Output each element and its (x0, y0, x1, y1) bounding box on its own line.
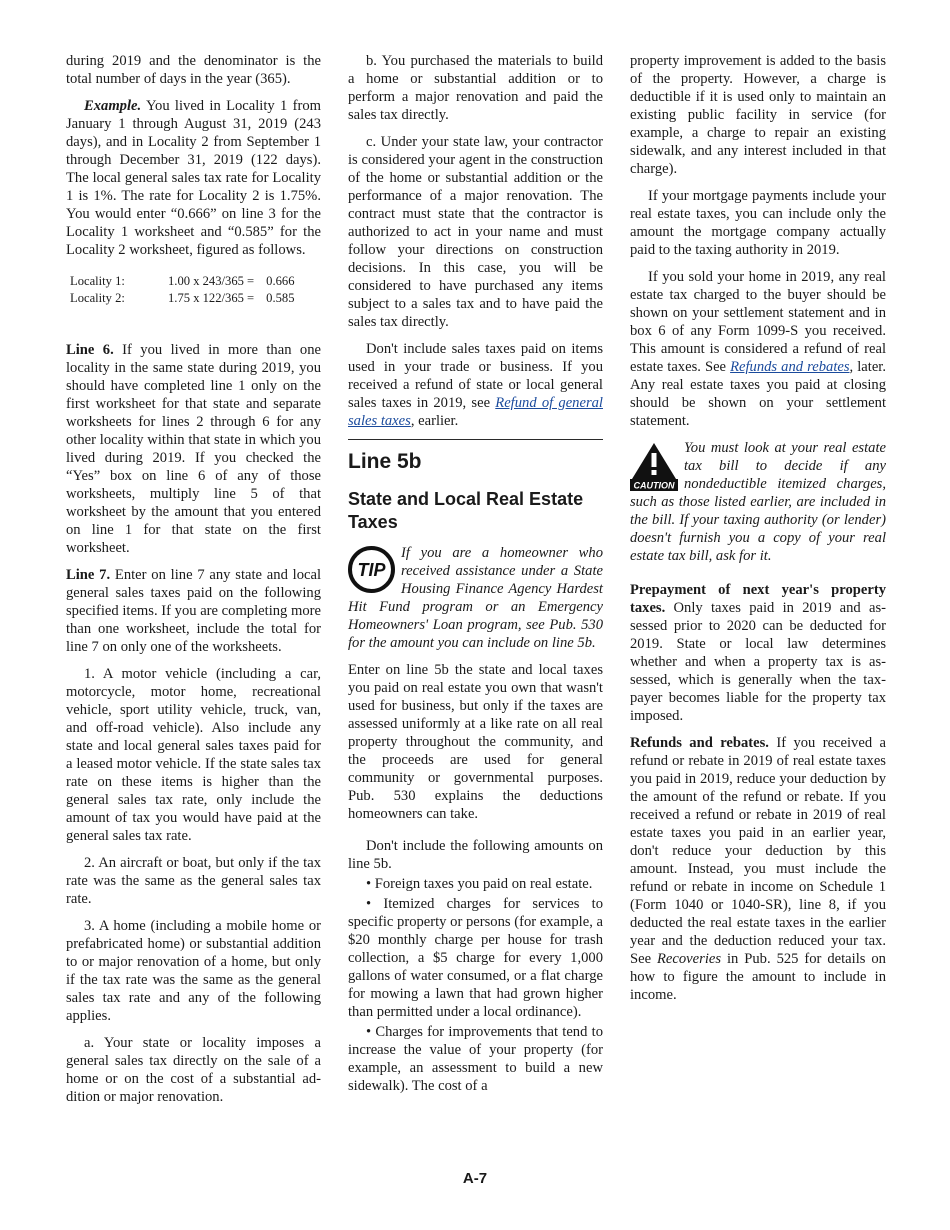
column-1 (66, 52, 321, 1115)
paragraph: during 2019 and the denominator is the total number of days in the year (365). (66, 53, 321, 87)
list-item: • Charges for improvements that tend to increase the value of your property (for example, an assessment to build a new sidewalk). The cost of a (348, 1024, 603, 1094)
text: If you sold your home in 2019, any real estate tax charged to the buyer should be shown on your settlement statement and in box 6 of any Form 1099-S you received. This amount is considered a refund of real estate taxes. See (630, 269, 886, 375)
divider (348, 439, 603, 440)
locality-name: Locality 2: (70, 291, 125, 305)
refunds-post: in Pub. 525 for details on how to figure the amount to include in income. (630, 951, 886, 1003)
line6-label: Line 6. (66, 342, 114, 358)
line7-label: Line 7. (66, 567, 111, 583)
paragraph: If your mortgage payments include your real estate taxes, you can include only the amount the mortgage company actually paid to the taxing authority in 2019. (630, 188, 886, 258)
paragraph: property improvement is added to the basis of the property. However, a charge is deductible if it is used only to maintain an existing public facility in service (for example, a charge to repair an existing sidewalk, and any interest included in that charge). (630, 53, 886, 177)
text: , later. Any real estate taxes you paid at closing should be shown on your settlement statement. (630, 359, 886, 429)
locality-calc: 1.00 x 243/365 = (168, 274, 255, 288)
table-row (70, 273, 307, 290)
paragraph: Don't include the following amounts on line 5b. (348, 838, 603, 872)
refund-general-sales-taxes-link[interactable]: Refund of general sales taxes (348, 395, 603, 429)
paragraph: Enter on line 5b the state and local taxes you paid on real estate you own that wasn't used for business, but only if the taxes are assessed uniformly at a like rate on all real property throughout the community, and the proceeds are used for general community or governmental purposes. Pub. 530 explains the deductions homeowners can take. (348, 662, 603, 822)
example-label: Example. (84, 98, 142, 114)
recoveries-text: Recoveries (657, 951, 722, 967)
prepayment-label: Prepayment of next year's property taxes. (630, 582, 886, 616)
list-item: 3. A home (including a mobile home or prefabricated home) or substantial addition to or major renovation of a home, but only if the tax rate was the same as the general sales tax rate and any of the following applies. (66, 918, 321, 1024)
example-text: You lived in Locality 1 from January 1 through August 31, 2019 (243 days), and in Locality 2 from September 1 through December 31, 2019 (122 days). The local general sales tax rate for Locality 1 is 1%. The rate for Locality 2 is 1.75%. You would enter “0.666” on line 3 for the Locality 1 worksheet and “0.585” for the Locality 2 worksheet, figured as follows. (66, 98, 321, 258)
caution-icon-label: CAUTION (633, 480, 675, 491)
list-item: 1. A motor vehicle (including a car, motorcycle, motor home, recreational vehicle, sport utility vehicle, truck, van, and off-road vehicle). Also include any state and local general sales taxes paid for a leased motor vehicle. If the state sales tax rate on these items is higher than the general sales tax rate, only include the amount of tax you would have paid at the general sales tax rate. (66, 666, 321, 844)
locality-value: 0.585 (266, 291, 295, 305)
caution-icon (630, 441, 678, 491)
line6-text: If you lived in more than one locality in the same state during 2019, you should have completed line 1 only on the first worksheet for that state and separate worksheets for lines 2 through 6 for any other locality within that state in which you lived during 2019. If you checked the “Yes” box on line 6 of any of those worksheets, multiply line 5 of that worksheet by the amount that you entered on line 1 for that state on the first worksheet. (66, 342, 321, 556)
tip-note (348, 544, 603, 652)
locality-value: 0.666 (266, 274, 295, 288)
prepayment-text: Only taxes paid in 2019 and assessed prior to 2020 can be deducted for 2019. State or local law determines whether and when a property tax is assessed, which is generally when the taxpayer becomes liable for the property tax imposed. (630, 600, 886, 724)
section-subheading: State and Local Real Estate Taxes (348, 489, 584, 532)
paragraph (630, 268, 886, 430)
caution-text: You must look at your real estate tax bill to decide if any nondeductible itemized charges, such as those listed earlier, are included in the bill. If your taxing authority (or lender) doesn't furnish you a copy of your real estate tax bill, ask for it. (630, 440, 886, 564)
example-paragraph (66, 97, 321, 259)
refunds-label: Refunds and rebates. (630, 735, 769, 751)
text: Don't include sales taxes paid on items used in your trade or business. If you received a refund of state or local general sales taxes in 2019, see (348, 341, 603, 411)
column-2 (348, 52, 603, 1104)
locality-table (70, 273, 307, 307)
page-number: A-7 (462, 1170, 488, 1187)
locality-name: Locality 1: (70, 274, 125, 288)
line7-paragraph (66, 566, 321, 656)
refunds-paragraph (630, 734, 886, 1004)
column-3 (630, 52, 886, 1013)
list-item: • Foreign taxes you paid on real estate. (366, 876, 593, 892)
tip-icon: TIP (348, 546, 395, 593)
prepayment-paragraph (630, 581, 886, 725)
list-item: a. Your state or locality imposes a general sales tax directly on the sale of a home or on the cost of a substantial addition or major renovation. (66, 1035, 321, 1105)
line6-paragraph (66, 341, 321, 557)
line7-text: Enter on line 7 any state and local general sales taxes paid on the following specified items. If you are completing more than one worksheet, include the total for line 7 on only one of the worksheets. (66, 567, 322, 655)
refunds-and-rebates-link[interactable]: Refunds and rebates (730, 359, 850, 375)
list-item: c. Under your state law, your contractor is considered your agent in the construction of the home or substantial addition or the performance of a major renovation. The contract must state that the contractor is authorized to act in your name and must follow your directions on construction decisions. In this case, you will be considered to have purchased any items subject to a sales tax and to have paid the sales tax directly. (348, 134, 603, 330)
list-item: • Itemized charges for services to specific property or persons (for example, a $20 monthly charge per house for trash collection, a $5 charge for every 1,000 gallons of water consumed, or a flat charge for mowing a lawn that had grown higher than permitted under a local ordinance). (348, 896, 603, 1020)
paragraph (348, 340, 603, 430)
table-row (70, 290, 307, 307)
list-item: 2. An aircraft or boat, but only if the tax rate was the same as the general sales tax rate. (66, 855, 321, 907)
section-heading: Line 5b (348, 450, 422, 473)
text: , earlier. (410, 413, 459, 429)
caution-note (630, 439, 886, 565)
list-item: b. You purchased the materials to build a home or substantial addition or to perform a major renovation and paid the sales tax directly. (348, 53, 603, 123)
locality-calc: 1.75 x 122/365 = (168, 291, 255, 305)
tip-text: If you are a homeowner who received assistance under a State Housing Finance Agency Hardest Hit Fund program or an Emergency Homeowners' Loan program, see Pub. 530 for the amount you can include on line 5b. (348, 545, 603, 651)
refunds-text: If you received a refund or rebate in 2019 of real estate taxes you paid in 2019, reduce your deduction by the amount of the refund or rebate. If you received a refund or rebate in 2019 of real estate taxes you paid in an earlier year, don't reduce your deduction by this amount. Instead, you must include the refund or rebate in income on Schedule 1 (Form 1040 or 1040-SR), line 8, if you deducted the real estate taxes in the earlier year and the deduction reduced your tax. See (630, 735, 886, 967)
